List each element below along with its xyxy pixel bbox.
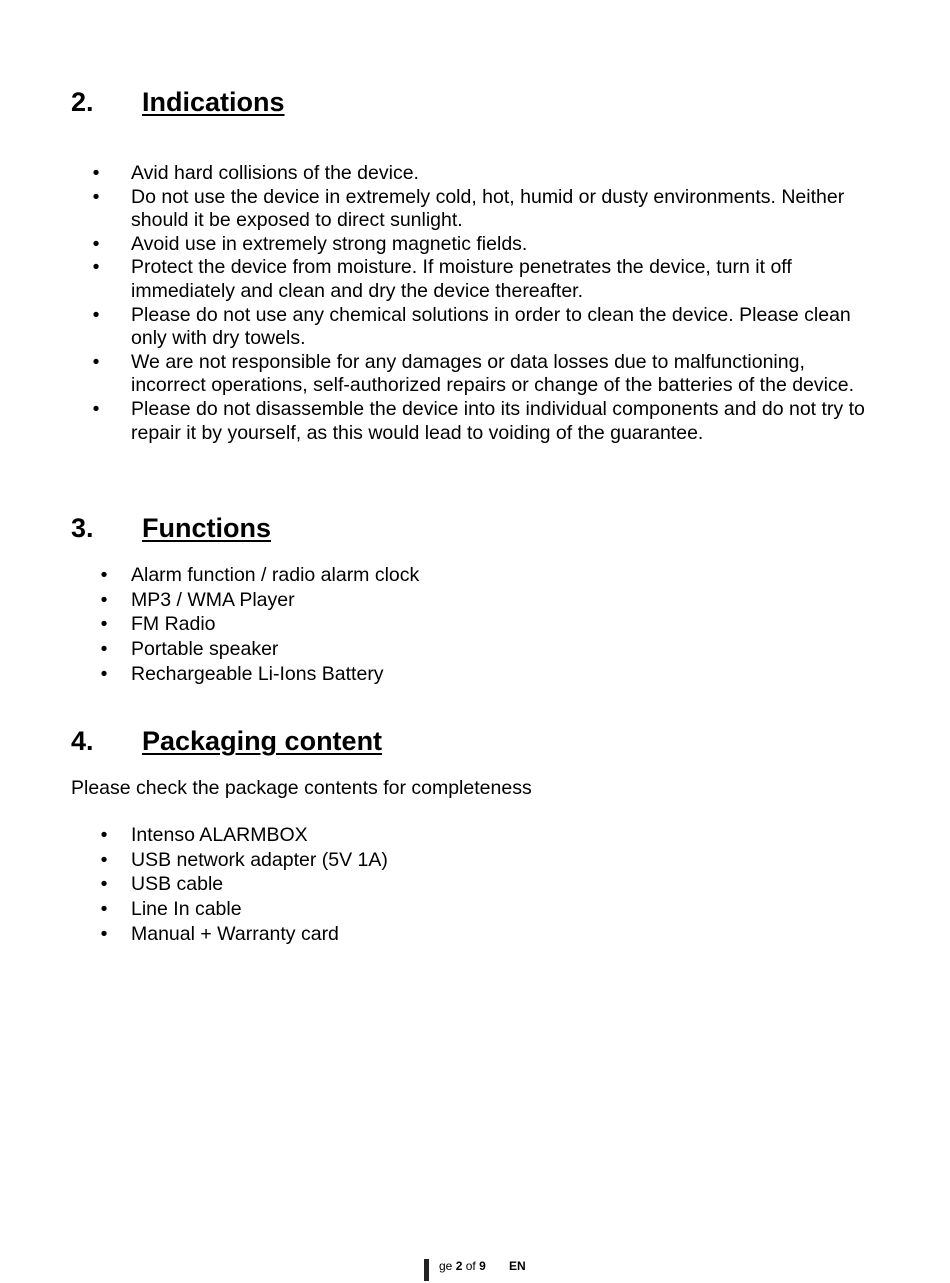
- page-prefix: ge: [439, 1259, 453, 1273]
- list-item: [0, 637, 700, 662]
- list-item: [0, 823, 700, 848]
- list-item: [0, 186, 885, 233]
- packaging-list: [0, 823, 700, 947]
- list-item-text: USB cable: [131, 873, 224, 896]
- list-item: [0, 351, 885, 398]
- list-item: [0, 662, 700, 687]
- bullet-icon: •: [92, 256, 100, 279]
- list-item-text: Intenso ALARMBOX: [131, 824, 308, 846]
- list-item-text: Protect the device from moisture. If moisture penetrates the device, turn it off immediately and clean and dry the device thereafter.: [131, 256, 792, 302]
- list-item-text: Please do not use any chemical solutions in order to clean the device. Please clean only with dry towels.: [131, 303, 851, 350]
- list-item: [0, 304, 885, 351]
- list-item: [0, 872, 700, 897]
- list-item-text: Manual + Warranty card: [131, 922, 339, 945]
- list-item-text: Avid hard collisions of the device.: [131, 162, 419, 184]
- list-item-text: FM Radio: [131, 613, 216, 636]
- bullet-icon: •: [100, 898, 108, 921]
- section-heading-indications: [71, 86, 285, 118]
- bullet-icon: •: [100, 588, 108, 611]
- list-item-text: USB network adapter (5V 1A): [131, 848, 388, 871]
- bullet-icon: •: [92, 350, 100, 373]
- section-title: Indications: [142, 87, 285, 117]
- list-item: [0, 233, 885, 257]
- footer-bar: [424, 1259, 429, 1281]
- list-item-text: Avoid use in extremely strong magnetic fields.: [131, 232, 528, 255]
- language-label: EN: [509, 1259, 526, 1273]
- bullet-icon: •: [100, 564, 108, 586]
- bullet-icon: •: [92, 303, 100, 326]
- list-item: [0, 848, 700, 873]
- page-total: 9: [479, 1259, 486, 1273]
- list-item: [0, 256, 885, 303]
- list-item-text: Portable speaker: [131, 638, 279, 661]
- bullet-icon: •: [92, 162, 100, 184]
- bullet-icon: •: [100, 848, 108, 871]
- functions-list: [0, 563, 700, 687]
- list-item: [0, 922, 700, 947]
- list-item-text: Do not use the device in extremely cold, hot, humid or dusty environments. Neither should it be exposed to direct sunlight.: [131, 185, 845, 232]
- bullet-icon: •: [100, 638, 108, 661]
- page-of: of: [465, 1259, 476, 1273]
- section-number: 2.: [71, 87, 94, 117]
- bullet-icon: •: [92, 232, 100, 255]
- list-item-text: Line In cable: [131, 898, 242, 921]
- section-number: 4.: [71, 726, 94, 756]
- list-item: [0, 563, 700, 588]
- bullet-icon: •: [100, 662, 108, 685]
- list-item: [0, 588, 700, 613]
- list-item-text: MP3 / WMA Player: [131, 588, 295, 611]
- list-item-text: Rechargeable Li-Ions Battery: [131, 662, 384, 685]
- list-item: [0, 612, 700, 637]
- list-item-text: We are not responsible for any damages or data losses due to malfunctioning, incorrect operations, self-authorized repairs or change of the batteries of the device.: [131, 350, 854, 397]
- bullet-icon: •: [100, 613, 108, 636]
- section-title: Functions: [142, 513, 271, 543]
- page-number: [439, 1259, 486, 1273]
- section-heading-functions: [71, 512, 271, 544]
- bullet-icon: •: [100, 922, 108, 945]
- bullet-icon: •: [100, 824, 108, 846]
- list-item: [0, 897, 700, 922]
- list-item-text: Please do not disassemble the device into its individual components and do not try to repair it by yourself, as this would lead to voiding of the guarantee.: [131, 397, 865, 444]
- page-current: 2: [455, 1259, 463, 1273]
- list-item: [0, 398, 885, 445]
- section-title: Packaging content: [142, 726, 383, 756]
- indications-list: [0, 162, 885, 445]
- bullet-icon: •: [92, 397, 100, 420]
- bullet-icon: •: [92, 185, 100, 208]
- list-item-text: Alarm function / radio alarm clock: [131, 564, 420, 586]
- section-number: 3.: [71, 513, 94, 543]
- packaging-intro: Please check the package contents for completeness: [71, 777, 532, 799]
- section-heading-packaging: [71, 725, 382, 757]
- list-item: [0, 162, 885, 186]
- bullet-icon: •: [100, 873, 108, 896]
